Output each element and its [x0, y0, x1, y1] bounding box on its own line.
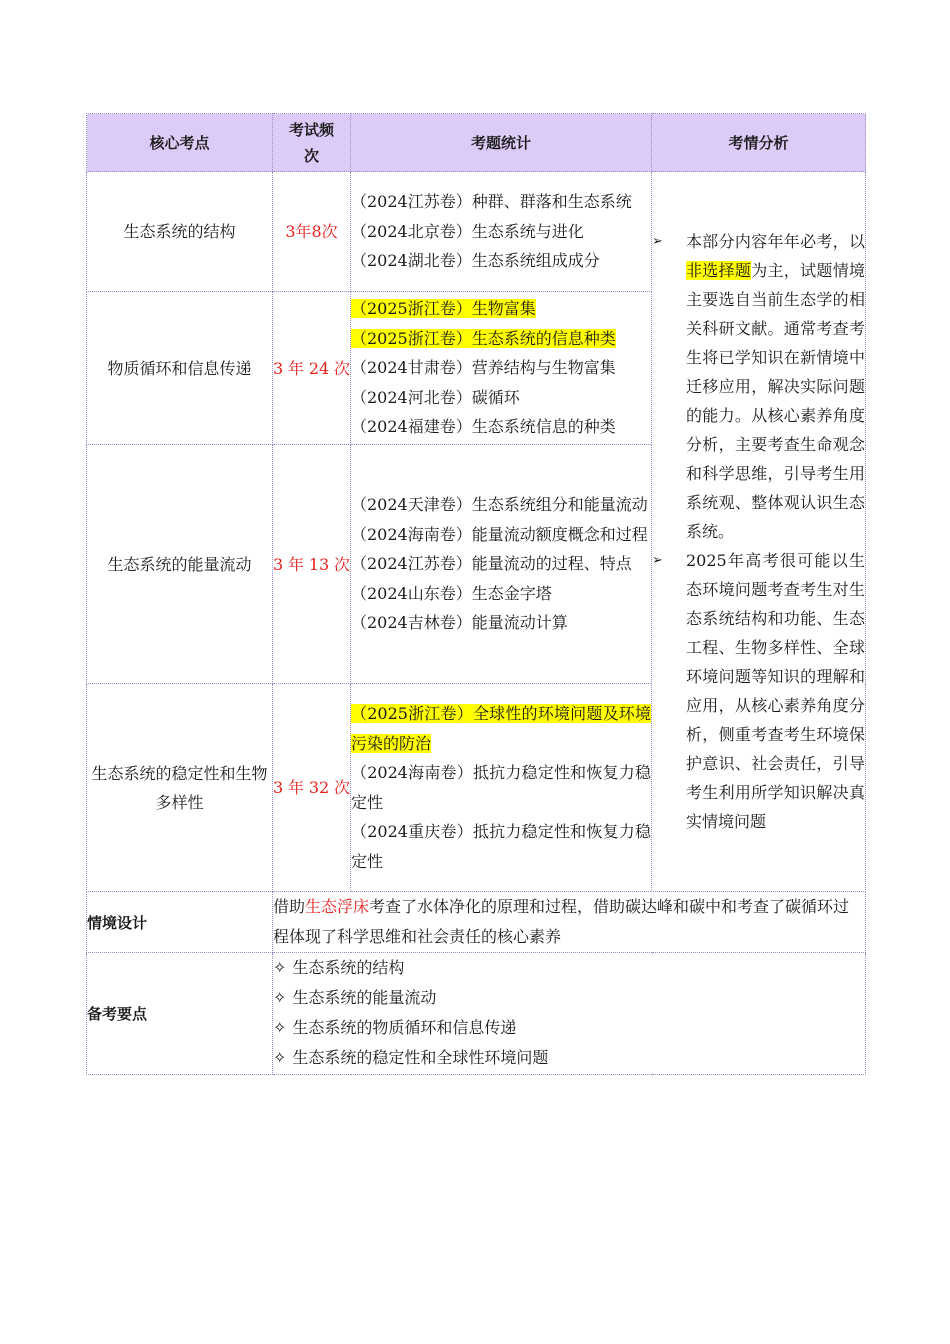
- exam-item: （2025浙江卷）全球性的环境问题及环境污染的防治: [351, 704, 651, 753]
- diamond-bullet-icon: ✧: [273, 1018, 287, 1037]
- exam-item: （2024吉林卷）能量流动计算: [351, 613, 568, 633]
- frequency-cell: 3年32次: [273, 684, 351, 892]
- exam-item: （2024福建卷）生态系统信息的种类: [351, 417, 616, 437]
- arrow-bullet-icon: ➢: [652, 234, 663, 249]
- analysis-point: ➢ 2025年高考很可能以生态环境问题考查考生对生态系统结构和功能、生态工程、生物多样性、全球环境问题等知识的理解和应用，从核心素养角度分析，侧重考查考生环境保护意识、社会责任，引导考生利用所学知识解决真实情境问题: [652, 546, 865, 836]
- prep-point: ✧ 生态系统的稳定性和全球性环境问题: [273, 1048, 549, 1067]
- analysis-cell: [652, 172, 866, 892]
- prep-label: 备考要点: [87, 953, 273, 1075]
- frequency-cell: 3年13次: [273, 445, 351, 684]
- header-frequency: 考试频次: [273, 114, 351, 172]
- context-cell: 借助生态浮床考查了水体净化的原理和过程，借助碳达峰和碳中和考查了碳循环过程体现了科学思维和社会责任的核心素养: [273, 892, 866, 953]
- exam-item: （2024天津卷）生态系统组分和能量流动: [351, 495, 648, 515]
- header-core-topic: 核心考点: [87, 114, 273, 172]
- highlight-text: 非选择题: [686, 261, 752, 280]
- context-label: 情境设计: [87, 892, 273, 953]
- frequency-cell: 3年24次: [273, 292, 351, 445]
- context-row: [87, 892, 866, 953]
- prep-point: ✧ 生态系统的结构: [273, 958, 405, 977]
- statistics-cell: [351, 292, 652, 445]
- exam-item: （2025浙江卷）生态系统的信息种类: [351, 328, 616, 348]
- exam-item: （2024海南卷）能量流动额度概念和过程: [351, 524, 648, 544]
- diamond-bullet-icon: ✧: [273, 958, 287, 977]
- frequency-cell: 3年8次: [273, 172, 351, 292]
- analysis-point: ➢ 本部分内容年年必考，以非选择题为主，试题情境主要选自当前生态学的相关科研文献。通常考查考生将已学知识在新情境中迁移应用，解决实际问题的能力。从核心素养角度分析，主要考查生命观念和科学思维，引导考生用系统观、整体观认识生态系统。: [652, 227, 865, 546]
- exam-item: （2024海南卷）抵抗力稳定性和恢复力稳定性: [351, 763, 651, 812]
- diamond-bullet-icon: ✧: [273, 988, 287, 1007]
- header-statistics: 考题统计: [351, 114, 652, 172]
- exam-item: （2024北京卷）生态系统与进化: [351, 221, 584, 241]
- exam-item: （2025浙江卷）生物富集: [351, 299, 536, 319]
- prep-row: [87, 953, 866, 1075]
- exam-item: （2024湖北卷）生态系统组成成分: [351, 251, 600, 271]
- statistics-cell: [351, 445, 652, 684]
- exam-item: （2024河北卷）碳循环: [351, 387, 520, 407]
- topic-cell: 生态系统的结构: [87, 172, 273, 292]
- prep-point: ✧ 生态系统的能量流动: [273, 988, 437, 1007]
- table-row: [87, 172, 866, 292]
- statistics-cell: [351, 684, 652, 892]
- exam-item: （2024江苏卷）种群、群落和生态系统: [351, 192, 632, 212]
- diamond-bullet-icon: ✧: [273, 1048, 287, 1067]
- exam-item: （2024江苏卷）能量流动的过程、特点: [351, 554, 632, 574]
- statistics-cell: [351, 172, 652, 292]
- topic-cell: 生态系统的稳定性和生物多样性: [87, 684, 273, 892]
- exam-item: （2024山东卷）生态金字塔: [351, 583, 552, 603]
- topic-cell: 物质循环和信息传递: [87, 292, 273, 445]
- exam-item: （2024重庆卷）抵抗力稳定性和恢复力稳定性: [351, 822, 651, 871]
- red-keyword: 生态浮床: [305, 897, 370, 916]
- prep-point: ✧ 生态系统的物质循环和信息传递: [273, 1018, 517, 1037]
- prep-cell: [273, 953, 866, 1075]
- exam-item: （2024甘肃卷）营养结构与生物富集: [351, 358, 616, 378]
- exam-analysis-table: [86, 113, 866, 1075]
- header-row: [87, 114, 866, 172]
- topic-cell: 生态系统的能量流动: [87, 445, 273, 684]
- header-analysis: 考情分析: [652, 114, 866, 172]
- arrow-bullet-icon: ➢: [652, 553, 663, 568]
